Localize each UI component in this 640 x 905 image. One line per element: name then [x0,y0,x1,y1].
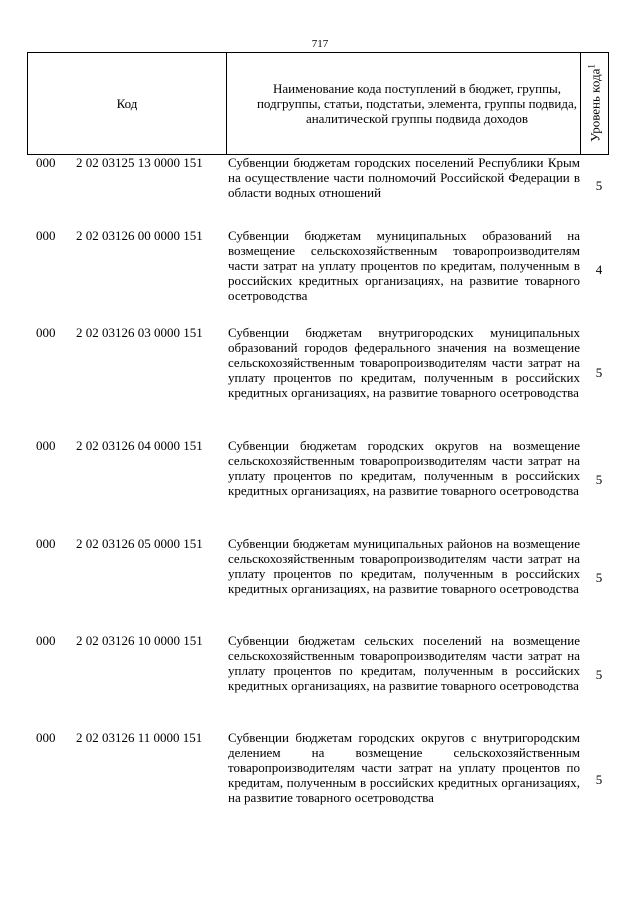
header-level-footnote: 1 [586,64,597,69]
row-name: Субвенции бюджетам городских округов на возмещение сельскохозяйственным товаропроизводителям части затрат на уплату процентов по кредитам, полученным в российских кредитных организациях, на развитие товарного осетроводства [228,438,580,498]
row-budget-code: 2 02 03125 13 0000 151 [76,155,203,170]
row-budget-code: 2 02 03126 10 0000 151 [76,633,203,648]
row-admin-code: 000 [36,155,56,170]
row-admin-code: 000 [36,325,56,340]
row-name: Субвенции бюджетам муниципальных образований на возмещение сельскохозяйственным товаропроизводителям части затрат на уплату процентов по кредитам, полученным в российских кредитных организациях, на развитие товарного осетроводства [228,228,580,303]
row-level: 5 [595,667,603,682]
row-level: 5 [595,472,603,487]
header-name: Наименование кода поступлений в бюджет, группы, подгруппы, статьи, подстатьи, элемента, группы подвида, аналитической группы подвида доходов [256,81,578,126]
header-level [586,64,603,142]
row-name: Субвенции бюджетам городских поселений Республики Крым на осуществление части полномочий Российской Федерации в области водных отношений [228,155,580,200]
row-budget-code: 2 02 03126 00 0000 151 [76,228,203,243]
row-name: Субвенции бюджетам сельских поселений на возмещение сельскохозяйственным товаропроизводителям части затрат на уплату процентов по кредитам, полученным в российских кредитных организациях, на развитие товарного осетроводства [228,633,580,693]
header-code: Код [28,53,227,154]
row-name: Субвенции бюджетам городских округов с внутригородским делением на возмещение сельскохозяйственным товаропроизводителям части затрат на уплату процентов по кредитам, полученным в российских кредитных организациях, на развитие товарного осетроводства [228,730,580,805]
row-level: 5 [595,365,603,380]
row-admin-code: 000 [36,633,56,648]
row-name: Субвенции бюджетам муниципальных районов на возмещение сельскохозяйственным товаропроизводителям части затрат на уплату процентов по кредитам, полученным в российских кредитных организациях, на развитие товарного осетроводства [228,536,580,596]
page-number: 717 [311,38,329,50]
table-header [27,52,609,155]
row-level: 5 [595,772,603,787]
row-budget-code: 2 02 03126 05 0000 151 [76,536,203,551]
row-level: 5 [595,178,603,193]
row-budget-code: 2 02 03126 11 0000 151 [76,730,203,745]
row-admin-code: 000 [36,228,56,243]
row-budget-code: 2 02 03126 03 0000 151 [76,325,203,340]
header-name-cell [226,53,608,154]
row-admin-code: 000 [36,730,56,745]
row-name: Субвенции бюджетам внутригородских муниципальных образований городов федерального значения на возмещение сельскохозяйственным товаропроизводителям части затрат на уплату процентов по кредитам, полученным в российских кредитных организациях, на развитие товарного осетроводства [228,325,580,400]
row-level: 4 [595,262,603,277]
row-admin-code: 000 [36,536,56,551]
row-budget-code: 2 02 03126 04 0000 151 [76,438,203,453]
header-level-label: Уровень кода [587,68,603,142]
header-level-cell [580,53,609,154]
row-level: 5 [595,570,603,585]
row-admin-code: 000 [36,438,56,453]
